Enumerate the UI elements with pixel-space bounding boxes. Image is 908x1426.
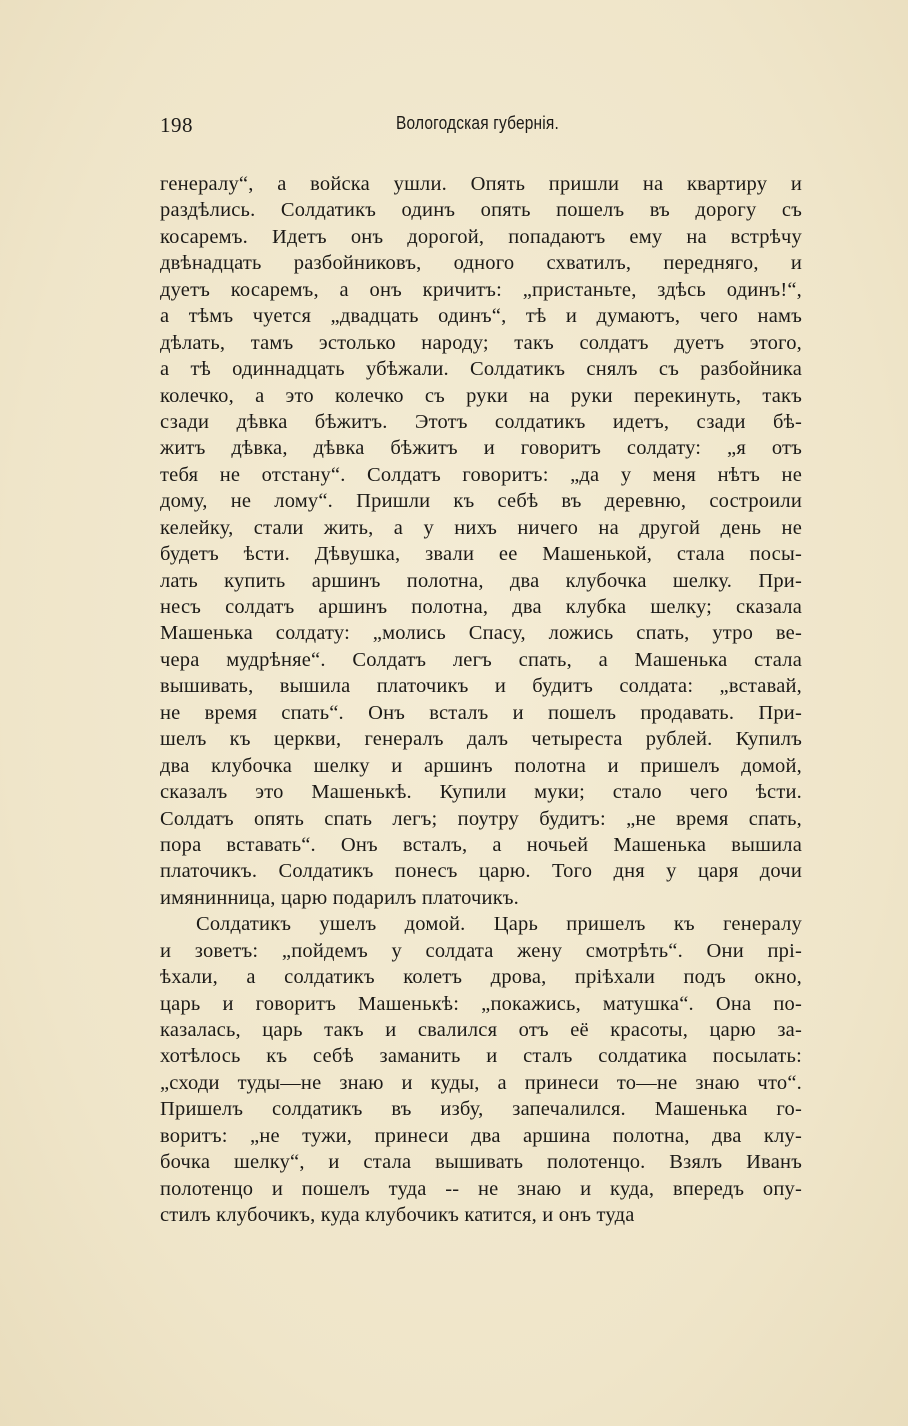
text-line: келейку, стали жить, а у нихъ ничего на другой день не — [160, 516, 802, 539]
text-line: платочикъ. Солдатикъ понесъ царю. Того дня у царя дочи — [160, 860, 802, 883]
text-line: казалась, царь такъ и свалился отъ её красоты, царю за- — [160, 1019, 802, 1041]
text-line: Солдатъ опять спать легъ; поутру будитъ: „не время спать, — [160, 807, 802, 830]
text-line: бочка шелку“, и стала вышивать полотенцо. Взялъ Иванъ — [160, 1151, 802, 1174]
text-line: хотѣлось къ себѣ заманить и сталъ солдатика посылать: — [160, 1045, 802, 1068]
running-title: Вологодская губернія. — [396, 113, 559, 133]
text-line: не время спать“. Онъ всталъ и пошелъ продавать. При- — [160, 701, 802, 724]
text-line: два клубочка шелку и аршинъ полотна и пришелъ домой, — [160, 754, 802, 777]
text-line: а тѣмъ чуется „двадцать одинъ“, тѣ и думаютъ, чего намъ — [160, 305, 802, 328]
text-line: будетъ ѣсти. Дѣвушка, звали ее Машенькой, стала посы- — [160, 543, 802, 566]
text-line: дому, не лому“. Пришли къ себѣ въ деревню, состроили — [160, 490, 802, 513]
page-header — [160, 113, 800, 143]
text-line: лать купить аршинъ полотна, два клубочка шелку. При- — [160, 569, 802, 592]
page-number: 198 — [160, 113, 193, 137]
text-line: полотенцо и пошелъ туда -- не знаю и куда, впередъ опу- — [160, 1177, 802, 1200]
text-line: тебя не отстану“. Солдатъ говоритъ: „да у меня нѣтъ не — [160, 463, 802, 486]
text-line: косаремъ. Идетъ онъ дорогой, попадаютъ ему на встрѣчу — [160, 225, 802, 248]
text-line: несъ солдатъ аршинъ полотна, два клубка шелку; сказала — [160, 596, 802, 618]
text-line: двѣнадцать разбойниковъ, одного схватилъ, передняго, и — [160, 252, 802, 275]
text-line: раздѣлись. Солдатикъ одинъ опять пошелъ въ дорогу съ — [160, 199, 802, 222]
body-text — [160, 171, 802, 1229]
text-line: сзади дѣвка бѣжитъ. Этотъ солдатикъ идетъ, сзади бѣ- — [160, 410, 802, 433]
text-line: а тѣ одиннадцать убѣжали. Солдатикъ снялъ съ разбойника — [160, 358, 802, 381]
text-line: царь и говоритъ Машенькѣ: „покажись, матушка“. Она по- — [160, 992, 802, 1015]
text-line: дѣлать, тамъ эстолько народу; такъ солдатъ дуетъ этого, — [160, 331, 802, 354]
text-line: дуетъ косаремъ, а онъ кричитъ: „пристаньте, здѣсь одинъ!“, — [160, 278, 802, 301]
text-line: колечко, а это колечко съ руки на руки перекинуть, такъ — [160, 384, 802, 407]
text-line: Пришелъ солдатикъ въ избу, запечалился. Машенька го- — [160, 1098, 802, 1121]
text-line: и зоветъ: „пойдемъ у солдата жену смотрѣть“. Они прі- — [160, 939, 802, 962]
text-line: пора вставать“. Онъ всталъ, а ночьей Машенька вышила — [160, 833, 802, 856]
text-line: шелъ къ церкви, генералъ далъ четыреста рублей. Купилъ — [160, 728, 802, 751]
text-line: стилъ клубочикъ, куда клубочикъ катится, и онъ туда — [160, 1204, 635, 1227]
text-line: „сходи туды—не знаю и куды, а принеси то—не знаю что“. — [160, 1071, 802, 1094]
text-line: Солдатикъ ушелъ домой. Царь пришелъ къ генералу — [196, 913, 802, 936]
text-line: житъ дѣвка, дѣвка бѣжитъ и говоритъ солдату: „я отъ — [160, 437, 802, 460]
text-line: Машенька солдату: „молись Спасу, ложись спать, утро ве- — [160, 622, 802, 645]
text-line: вышивать, вышила платочикъ и будитъ солдата: „вставай, — [160, 675, 802, 698]
text-line: чера мудрѣняе“. Солдатъ легъ спать, а Машенька стала — [160, 648, 802, 671]
text-line: воритъ: „не тужи, принеси два аршина полотна, два клу- — [160, 1124, 802, 1147]
text-line: имянинница, царю подарилъ платочикъ. — [160, 886, 519, 909]
text-line: ѣхали, а солдатикъ колетъ дрова, пріѣхали подъ окно, — [160, 966, 802, 989]
text-line: генералу“, а войска ушли. Опять пришли на квартиру и — [160, 173, 802, 195]
text-line: сказалъ это Машенькѣ. Купили муки; стало чего ѣсти. — [160, 781, 802, 804]
